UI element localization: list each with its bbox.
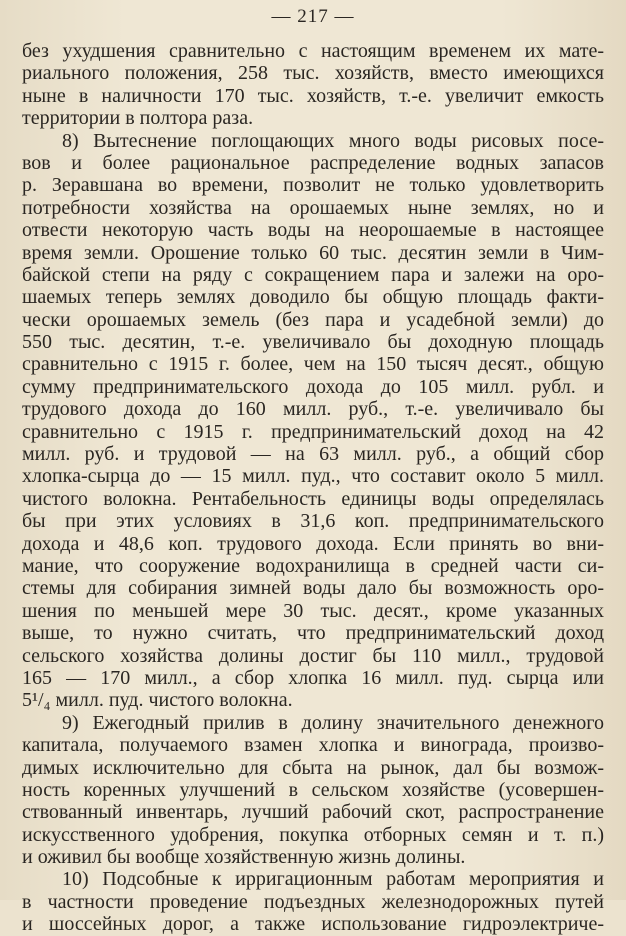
text-line: сельского хозяйства долины достиг бы 110 милл., трудовой (22, 644, 604, 667)
text-line: территории в полтора раза. (22, 107, 254, 130)
text-line: шения по меньшей мере 30 тыс. десят., кроме указанных (22, 599, 604, 622)
text-line: стемы для собирания зимней воды дало бы возможность оро- (22, 577, 604, 600)
text-line: потребности хозяйства на орошаемых ныне землях, но и (22, 196, 604, 219)
body-text (22, 40, 604, 936)
text-line: отвести некоторую часть воды на неорошаемые в настоящее (22, 219, 604, 242)
text-line: чистого волокна. Рентабельность единицы воды определялась (22, 487, 604, 510)
text-line: ствованный инвентарь, лучший рабочий скот, распространение (22, 801, 604, 824)
paragraph-9-start: 9) Ежегодный прилив в долину значительного денежного (62, 711, 604, 734)
text-line: 5¹/₄ милл. пуд. чистого волокна. (22, 689, 293, 712)
text-line: бы при этих условиях в 31,6 коп. предпринимательского (22, 510, 604, 533)
text-line: ныне в наличности 170 тыс. хозяйств, т.-е. увеличит емкость (22, 84, 604, 107)
text-line: 550 тыс. десятин, т.-е. увеличивало бы доходную площадь (22, 331, 604, 354)
text-line: чески орошаемых земель (без пара и усадебной земли) до (22, 308, 604, 331)
text-line: хлопка-сырца до — 15 милл. пуд., что составит около 5 милл. (22, 465, 604, 488)
text-line: байской степи на ряду с сокращением пара и залежи на оро- (22, 263, 604, 286)
page-number: — 217 — (271, 6, 355, 27)
paragraph-10-start: 10) Подсобные к ирригационным работам мероприятия и (62, 868, 604, 891)
text-line: в частности проведение подъездных железнодорожных путей (22, 890, 604, 913)
text-line: капитала, получаемого взамен хлопка и винограда, произво- (22, 734, 604, 757)
text-line: милл. руб. и трудовой — на 63 милл. руб., а общий сбор (22, 443, 604, 466)
text-line: и оживил бы вообще хозяйственную жизнь долины. (22, 846, 466, 869)
text-line: дохода и 48,6 коп. трудового дохода. Если принять во вни- (22, 532, 604, 555)
text-line: искусственного удобрения, покупка отборных семян и т. п.) (22, 823, 604, 846)
text-line: сравнительно с 1915 г. предпринимательский доход на 42 (22, 420, 604, 443)
text-line: шаемых теперь землях доводило бы общую площадь факти- (22, 286, 604, 309)
paragraph-8-start: 8) Вытеснение поглощающих много воды рисовых посе- (62, 129, 604, 152)
text-line: без ухудшения сравнительно с настоящим временем их мате- (22, 40, 604, 62)
text-line: трудового дохода до 160 милл. руб., т.-е. увеличивало бы (22, 398, 604, 421)
text-line: вов и более рациональное распределение водных запасов (22, 151, 604, 174)
text-line: время земли. Орошение только 60 тыс. десятин земли в Чим- (22, 241, 604, 264)
text-line: 165 — 170 милл., а сбор хлопка 16 милл. пуд. сырца или (22, 666, 604, 689)
text-line: димых исключительно для сбыта на рынок, дал бы возмож- (22, 756, 604, 779)
text-line: р. Зеравшана во времени, позволит не только удовлетворить (22, 174, 604, 197)
text-line: выше, то нужно считать, что предпринимательский доход (22, 622, 604, 645)
text-line: риального положения, 258 тыс. хозяйств, вместо имеющихся (22, 62, 604, 85)
text-line: и шоссейных дорог, а также использование гидроэлектриче- (22, 913, 604, 936)
text-line: сумму предпринимательского дохода до 105 милл. рубл. и (22, 375, 604, 398)
text-line: сравнительно с 1915 г. более, чем на 150 тысяч десят., общую (22, 353, 604, 376)
text-line: мание, что сооружение водохранилища в средней части си- (22, 554, 604, 577)
text-line: ность коренных улучшений в сельском хозяйстве (усовершен- (22, 778, 604, 801)
